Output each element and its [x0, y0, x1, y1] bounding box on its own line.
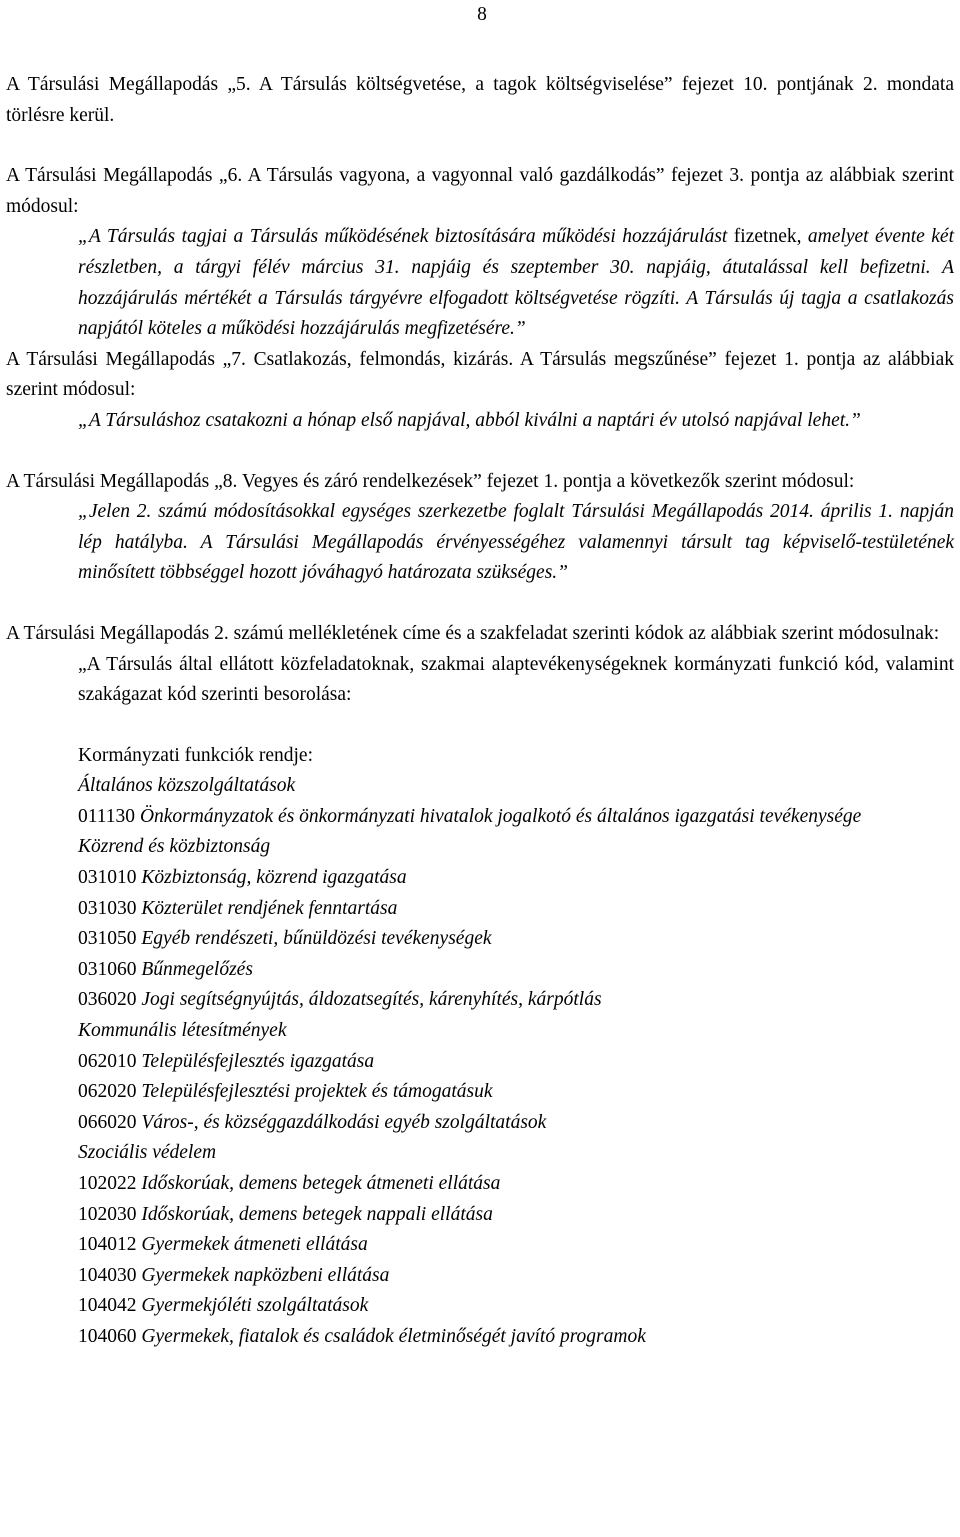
function-name: Bűnmegelőzés — [141, 958, 253, 980]
quote-plain-part: fizetnek, — [727, 226, 802, 248]
function-code-item — [78, 1047, 954, 1078]
spacer — [6, 131, 954, 161]
function-name: Egyéb rendészeti, bűnüldözési tevékenységek — [141, 928, 492, 950]
function-category: Kommunális létesítmények — [78, 1020, 287, 1042]
function-code-item — [78, 1077, 954, 1108]
function-category: Közrend és közbiztonság — [78, 836, 271, 858]
function-code: 031060 — [78, 958, 137, 980]
function-code: 104060 — [78, 1325, 137, 1347]
function-name: Gyermekek napközbeni ellátása — [141, 1264, 390, 1286]
function-code-item — [78, 924, 954, 955]
function-name: Város-, és községgazdálkodási egyéb szolgáltatások — [141, 1111, 547, 1133]
function-category: Szociális védelem — [78, 1142, 217, 1164]
function-name: Gyermekjóléti szolgáltatások — [141, 1295, 369, 1317]
function-code-item — [78, 1108, 954, 1139]
quoted-annex-title: „A Társulás által ellátott közfeladatoknak, szakmai alaptevékenységeknek kormányzati funkció kód, valamint szakágazat kód szerinti besorolása: — [78, 653, 954, 706]
function-code: 066020 — [78, 1111, 137, 1133]
function-code: 102022 — [78, 1173, 137, 1194]
function-name: Időskorúak, demens betegek nappali ellátása — [141, 1203, 493, 1225]
annex-2-title-paragraph: A Társulási Megállapodás 2. számú mellékletének címe és a szakfeladat szerinti kódok az alábbiak szerint módosulnak: — [6, 622, 940, 644]
function-category: Általános közszolgáltatások — [78, 775, 296, 797]
spacer — [6, 589, 954, 619]
function-code-item — [78, 1291, 954, 1322]
function-name: Településfejlesztés igazgatása — [141, 1050, 375, 1072]
function-code: 031030 — [78, 897, 137, 919]
amendment-paragraph-7: A Társulási Megállapodás „7. Csatlakozás, felmondás, kizárás. A Társulás megszűnése” fejezet 1. pontja az alábbiak szerint módosul: — [6, 348, 954, 401]
function-code-item — [78, 1169, 954, 1200]
function-name: Településfejlesztési projektek és támogatásuk — [141, 1081, 493, 1103]
function-code-item — [78, 985, 954, 1016]
function-code: 104030 — [78, 1264, 137, 1286]
function-code: 062010 — [78, 1050, 137, 1072]
spacer — [6, 437, 954, 467]
function-list-heading: Kormányzati funkciók rendje: — [78, 744, 313, 766]
function-code-item — [78, 1261, 954, 1292]
quoted-text-joining: „A Társuláshoz csatakozni a hónap első napjával, abból kiválni a naptári év utolsó napjával lehet.” — [78, 409, 861, 431]
amendment-paragraph-8: A Társulási Megállapodás „8. Vegyes és záró rendelkezések” fejezet 1. pontja a következők szerint módosul: — [6, 470, 855, 492]
amendment-paragraph-5: A Társulási Megállapodás „5. A Társulás költségvetése, a tagok költségviselése” fejezet 10. pontjának 2. mondata törlésre kerül. — [6, 74, 954, 126]
amendment-paragraph-6: A Társulási Megállapodás „6. A Társulás vagyona, a vagyonnal való gazdálkodás” fejezet 3. pontja az alábbiak szerint módosul: — [6, 165, 954, 217]
function-name: Időskorúak, demens betegek átmeneti ellátása — [141, 1173, 501, 1194]
page-number: 8 — [477, 4, 487, 25]
function-code: 102030 — [78, 1203, 137, 1225]
government-function-list — [78, 741, 954, 1353]
function-code-item — [78, 802, 954, 833]
function-code-item — [78, 894, 954, 925]
function-code-item — [78, 955, 954, 986]
quoted-text-membership-fee — [78, 222, 954, 344]
function-code: 104012 — [78, 1234, 137, 1256]
document-body — [6, 70, 954, 1353]
function-code: 036020 — [78, 989, 137, 1011]
function-code: 031050 — [78, 928, 137, 950]
function-name: Közterület rendjének fenntartása — [141, 897, 398, 919]
function-code: 062020 — [78, 1081, 137, 1103]
quote-rest-part: amelyet évente két részletben, a tárgyi félév március 31. napjáig és szeptember 30. napjáig, átutalással kell befizetni. A hozzájárulás mértékét a Társulás tárgyévre elfogadott költségvetése rögzíti. A Társulás új tagja a csatlakozás napjától köteles a működési hozzájárulás megfizetésére.” — [78, 226, 954, 340]
function-name: Közbiztonság, közrend igazgatása — [141, 867, 407, 889]
function-code-item — [78, 863, 954, 894]
function-code-item — [78, 1230, 954, 1261]
quote-italic-part: „A Társulás tagjai a Társulás működésének biztosítására működési hozzájárulást — [78, 226, 728, 248]
function-name: Önkormányzatok és önkormányzati hivatalok jogalkotó és általános igazgatási tevékenysége — [139, 805, 862, 827]
function-code-item — [78, 1322, 954, 1353]
function-code: 011130 — [78, 805, 136, 827]
function-name: Gyermekek, fiatalok és családok életminőségét javító programok — [141, 1325, 646, 1347]
function-code-item — [78, 1200, 954, 1231]
function-name: Jogi segítségnyújtás, áldozatsegítés, kárenyhítés, kárpótlás — [141, 989, 602, 1011]
function-code: 031010 — [78, 867, 137, 889]
spacer — [6, 711, 954, 741]
function-code: 104042 — [78, 1295, 137, 1317]
function-name: Gyermekek átmeneti ellátása — [141, 1234, 368, 1256]
quoted-text-effective-date: „Jelen 2. számú módosításokkal egységes szerkezetbe foglalt Társulási Megállapodás 2014. április 1. napján lép hatályba. A Társulási Megállapodás érvényességéhez valamennyi társult tag képviselő-testületének minősített többséggel hozott jóváhagyó határozata szükséges.” — [78, 501, 954, 584]
